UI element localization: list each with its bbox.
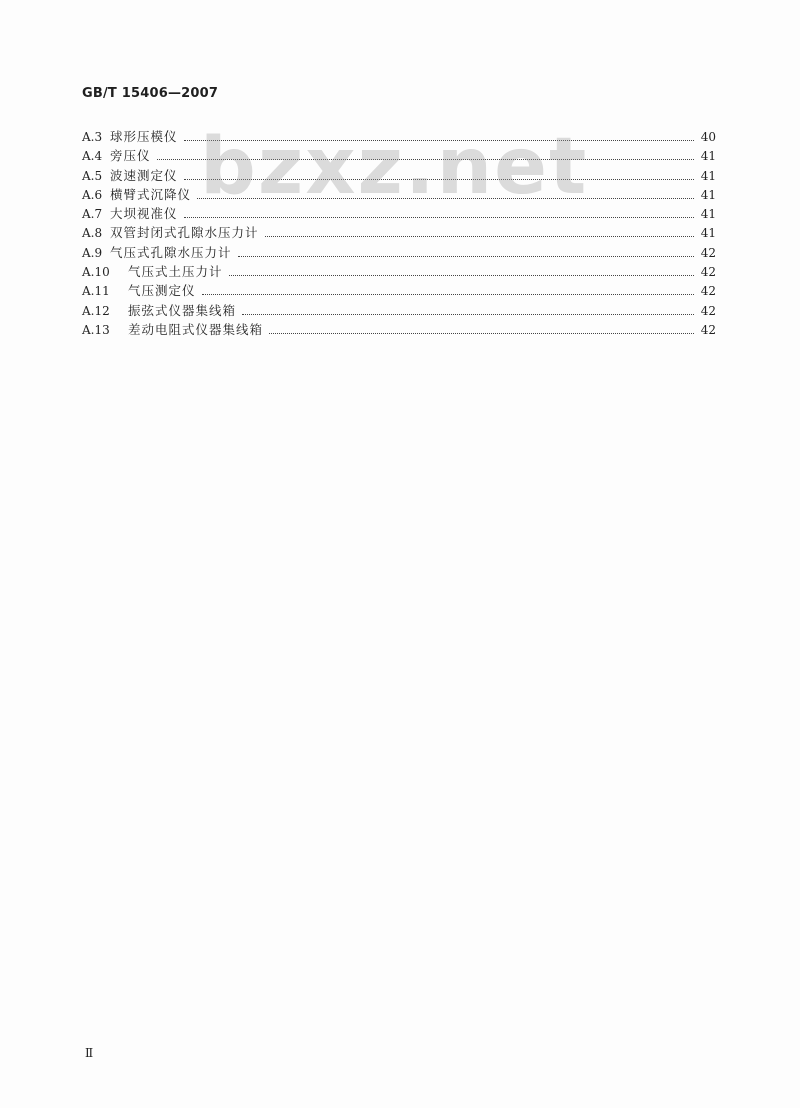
toc-dot-leader bbox=[184, 179, 694, 180]
toc-dot-leader bbox=[229, 275, 694, 276]
toc-entry-page: 42 bbox=[700, 245, 716, 260]
toc-entry-page: 42 bbox=[700, 284, 716, 299]
watermark: bzxz.net bbox=[200, 122, 589, 212]
toc-entry-number: A.12 bbox=[82, 303, 110, 318]
toc-entry-a9[interactable] bbox=[82, 243, 716, 262]
toc-entry-a10[interactable] bbox=[82, 262, 716, 281]
toc-entry-title: 横臂式沉降仪 bbox=[110, 186, 192, 202]
toc-entry-page: 41 bbox=[700, 149, 716, 164]
toc-entry-page: 42 bbox=[700, 322, 716, 337]
toc-entry-a3[interactable] bbox=[82, 127, 716, 146]
toc-entry-a5[interactable] bbox=[82, 166, 716, 185]
table-of-contents bbox=[82, 122, 716, 339]
toc-entry-number: A.9 bbox=[82, 245, 103, 260]
toc-dot-leader bbox=[265, 236, 694, 237]
toc-entry-page: 42 bbox=[700, 265, 716, 280]
toc-entry-a12[interactable] bbox=[82, 301, 716, 320]
toc-entry-title: 波速测定仪 bbox=[110, 167, 178, 183]
toc-entry-title: 振弦式仪器集线箱 bbox=[128, 302, 237, 318]
toc-dot-leader bbox=[269, 333, 694, 334]
toc-entry-number: A.11 bbox=[82, 284, 110, 299]
toc-entry-title: 球形压模仪 bbox=[110, 129, 178, 144]
toc-dot-leader bbox=[242, 314, 694, 315]
toc-dot-leader bbox=[238, 256, 694, 257]
toc-entry-title: 气压式孔隙水压力计 bbox=[110, 244, 232, 260]
toc-entry-number: A.8 bbox=[82, 226, 103, 241]
toc-dot-leader bbox=[184, 217, 694, 218]
standard-code-header: GB/T 15406—2007 bbox=[82, 86, 219, 101]
toc-entry-page: 41 bbox=[700, 187, 716, 202]
toc-dot-leader bbox=[202, 294, 694, 295]
toc-entry-page: 42 bbox=[700, 303, 716, 318]
toc-entry-number: A.4 bbox=[82, 149, 103, 164]
toc-entry-title: 气压测定仪 bbox=[128, 283, 196, 299]
toc-entry-a6[interactable] bbox=[82, 185, 716, 204]
toc-entry-title: 双管封闭式孔隙水压力计 bbox=[110, 225, 259, 241]
toc-entry-number: A.5 bbox=[82, 168, 103, 183]
toc-entry-page: 41 bbox=[700, 207, 716, 222]
toc-entry-number: A.3 bbox=[82, 130, 103, 144]
toc-entry-number: A.10 bbox=[82, 265, 110, 280]
toc-entry-title: 大坝视准仪 bbox=[110, 206, 178, 222]
toc-entry-page: 41 bbox=[700, 168, 716, 183]
toc-entry-a11[interactable] bbox=[82, 281, 716, 300]
toc-entry-a4[interactable] bbox=[82, 146, 716, 165]
toc-entry-title: 差动电阻式仪器集线箱 bbox=[128, 321, 264, 337]
toc-entry-page: 41 bbox=[700, 226, 716, 241]
toc-entry-page: 40 bbox=[700, 130, 716, 144]
toc-entry-a13[interactable] bbox=[82, 320, 716, 339]
toc-entry-a7[interactable] bbox=[82, 204, 716, 223]
toc-entry-title: 气压式土压力计 bbox=[128, 264, 223, 280]
toc-entry-title: 旁压仪 bbox=[110, 148, 151, 164]
toc-entry-number: A.7 bbox=[82, 207, 103, 222]
page-folio: Ⅱ bbox=[85, 1046, 94, 1060]
toc-dot-leader bbox=[184, 140, 694, 141]
toc-entry-number: A.6 bbox=[82, 187, 103, 202]
toc-entry-a8[interactable] bbox=[82, 223, 716, 242]
toc-dot-leader bbox=[157, 159, 694, 160]
toc-dot-leader bbox=[197, 198, 694, 199]
toc-entry-number: A.13 bbox=[82, 322, 110, 337]
